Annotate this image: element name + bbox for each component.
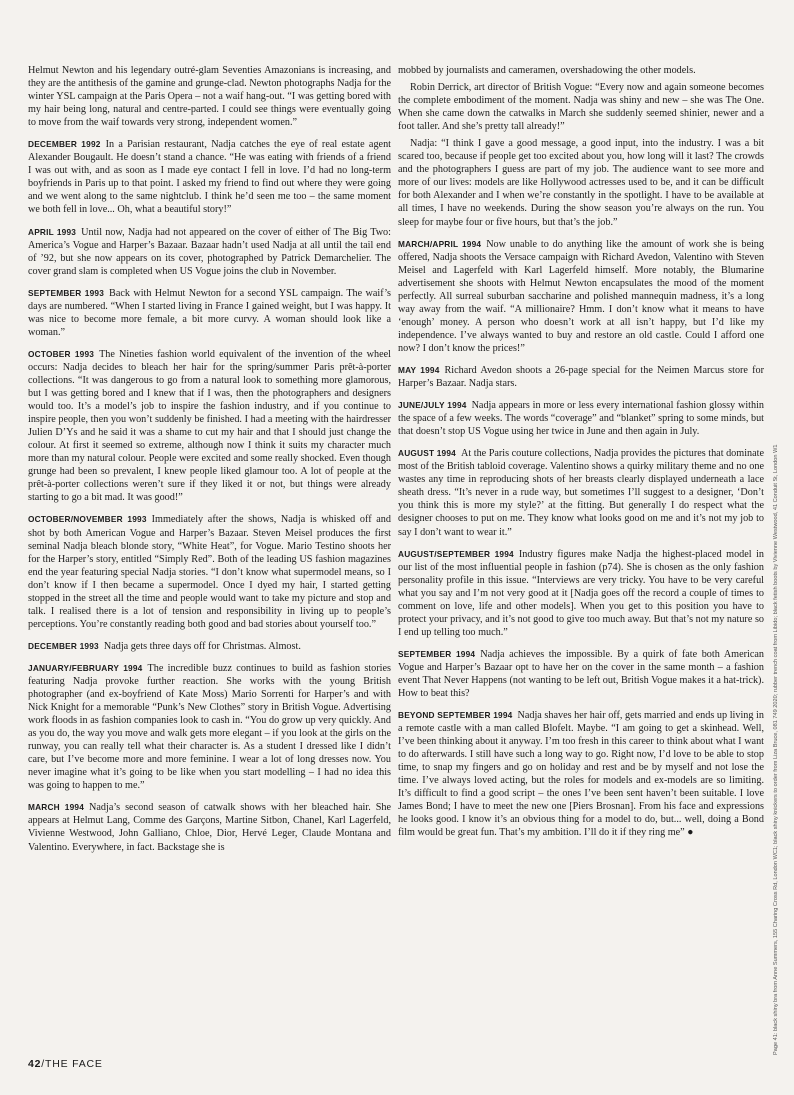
paragraph	[28, 138, 391, 216]
paragraph	[398, 447, 764, 538]
paragraph-text: Nadja appears in more or less every international fashion glossy within the space of a few weeks. The words “coverage” and “blanket” spring to some minds, but that doesn’t stop US Vogue using her twice in June and then again in July.	[398, 400, 765, 438]
paragraph	[28, 801, 391, 853]
date-heading: MARCH 1994	[28, 802, 85, 813]
magazine-name: /THE FACE	[41, 1058, 103, 1070]
paragraph	[398, 399, 764, 438]
paragraph	[398, 548, 764, 639]
paragraph-text: Until now, Nadja had not appeared on the cover of either of The Big Two: America’s Vogue and Harper’s Bazaar. Bazaar hadn’t used Nadja at all until the tail end of ’92, but she now appears on its cover, photographed by Patrick Demarchelier. The cover grand slam is completed when US Vogue joins the club in November.	[28, 226, 391, 277]
date-heading: MARCH/APRIL 1994	[398, 238, 482, 249]
date-heading: MAY 1994	[398, 364, 440, 375]
paragraph-text: The incredible buzz continues to build as fashion stories featuring Nadja provoke further reaction. She works with the young British photographer (and ex-boyfriend of Kate Moss) Mario Sorrenti for Harper’s and with Nick Knight for a memorable “Punk’s New Clothes” story in British Vogue. Advertising work floods in as fashion companies look to cash in. “You do grow up very quickly. And as you do, the way you move and walk gets more elegant – if you look at the girls on the runway, you can really tell what their character is. As a student I dressed like I didn’t care, but I’ve become more and more feminine. I wear a lot of long dresses now. You never imagine what it’s going to be like when you start modelling – I had no idea this was going to happen to me.”	[28, 662, 391, 792]
date-heading: JANUARY/FEBRUARY 1994	[28, 662, 143, 673]
paragraph-text: Nadja’s second season of catwalk shows with her bleached hair. She appears at Helmut Lang, Comme des Garçons, Martine Sitbon, Chanel, Karl Lagerfeld, Vivienne Westwood, John Galliano, Chloe, Dior, Hervé Leger, Claude Montana and Valentino. Everywhere, in fact. Backstage she is	[28, 802, 391, 853]
paragraph	[398, 709, 764, 839]
date-heading: OCTOBER/NOVEMBER 1993	[28, 514, 147, 525]
paragraph-text: Nadja shaves her hair off, gets married and ends up living in a remote castle with a man called Blofelt. Maybe. “I am going to get a skinhead. Well, I’ve been thinking about it anyway. I’m too fresh in this career to think about what I want to do afterwards. I still have such a long way to go. Right now, I’d love to be able to stop time, to snap my fingers and go on holiday and rest and be by myself and not lose the time. I’ve always loved acting, but the roles for models and ex-models are so limiting. It’s difficult to find a good script – the ones I’ve been sent haven’t been suitable. I love James Bond; I have to meet the new one [Piers Brosnan]. From his face and expressions he looks good. I know it’s an obvious thing for a model to do, but... well, doing a Bond film would be great fun. That’s my ambition. I’ll do it if they ring me” ●	[398, 710, 764, 839]
paragraph	[398, 81, 764, 133]
paragraph-text: At the Paris couture collections, Nadja provides the pictures that dominate most of the British tabloid coverage. Valentino shows a quirky military theme and no one wastes any time in reproducing shots of her breasts clearly displayed underneath a lace sheath dress. “It’s never in a rude way, but sometimes I’ll suggest to a designer, ‘Don’t you think this is more my style?’ at the fitting. But generally I do respect what the designer chooses to put on me. They know what looks good on me and it’s not my job to say I don’t want to wear it.”	[398, 448, 764, 538]
paragraph	[28, 287, 391, 339]
date-heading: AUGUST/SEPTEMBER 1994	[398, 548, 514, 559]
date-heading: BEYOND SEPTEMBER 1994	[398, 710, 513, 721]
paragraph	[28, 64, 391, 129]
date-heading: SEPTEMBER 1994	[398, 648, 476, 659]
paragraph-text: Richard Avedon shoots a 26-page special for the Neimen Marcus store for Harper’s Bazaar. Nadja stars.	[398, 364, 764, 390]
paragraph-text: In a Parisian restaurant, Nadja catches the eye of real estate agent Alexander Bougault. He doesn’t stand a chance. “He was eating with friends of a friend I was out with, and as soon as I made eye contact I fell in love. I’d had no long-term boyfriends in Paris up to that point. I asked my friend to find out where they were going and we went along to the same nightclub. I think he’d seen me too – the same moment we both fell in love... Oh, what a beautiful story!”	[28, 139, 391, 216]
page-number: 42	[28, 1058, 42, 1070]
paragraph	[28, 513, 391, 630]
date-heading: OCTOBER 1993	[28, 348, 95, 359]
paragraph	[398, 238, 764, 355]
paragraph-text: Nadja achieves the impossible. By a quirk of fate both American Vogue and Harper’s Bazaar opt to have her on the cover in the same month – a fashion event That Never Happens (not wanting to be left out, British Vogue makes it a hat-trick). How to beat this?	[398, 648, 764, 700]
paragraph	[398, 364, 764, 390]
paragraph-text: mobbed by journalists and cameramen, overshadowing the other models.	[398, 65, 696, 76]
date-heading: AUGUST 1994	[398, 448, 456, 459]
paragraph-text: Now unable to do anything like the amount of work she is being offered, Nadja shoots the Versace campaign with Richard Avedon, Valentino with Steven Meisel and Lagerfeld with Karl Lagerfeld himself. More notably, the Blumarine advertisement she shoots with Helmut Newton encapsulates the mood of the moment perfectly. All surreal suburban saccharine and polished mannequin madness, it’s a long way away from the waif. “A millionaire? Hmm. I don’t know what it means to have ‘enough’ money. A person who doesn’t work at all isn’t happy, but I’d like my independence. I’ve always wanted to buy and restore an old castle. Could I afford one now? I don’t know the prices!”	[398, 238, 764, 354]
paragraph-text: Robin Derrick, art director of British Vogue: “Every now and again someone becomes the complete embodiment of the moment. Nadja was shiny and new – she was The One. When she came down the catwalks in March she suddenly seemed shinier, newer and a foot taller. And she’s pretty tall already!”	[398, 82, 764, 133]
photo-credit: Page 41: black shiny bra from Anne Summers, 155 Charing Cross Rd, London WC1; black shiny knickers to order from Liza Bruce, 081 749 2020; rubber trench coat from Libido; black fetish boots by Vivienne Westwood, 41 Conduit St, London W1	[773, 444, 779, 1055]
right-column	[398, 64, 764, 849]
paragraph-text: Helmut Newton and his legendary outré-glam Seventies Amazonians is increasing, and they are the antithesis of the gamine and grunge-clad. Newton photographs Nadja for the winter YSL campaign at the Paris Opera – not a waif hang-out. “I was getting bored with my hair being long, natural and centre-parted. I could see things were eventually going to move from the waif towards very strong, independent women.”	[28, 65, 391, 129]
paragraph-text: Industry figures make Nadja the highest-placed model in our list of the most influential people in fashion (p74). She is chosen as the only fashion personality profile in this issue. “Interviews are very tricky. You have to be very careful what you say and I’m not very good at it [Nadja goes off the record a couple of times to comment on love, life and other models]. When you get to this position you have to protect your privacy, and it’s not good to give too much away. But that’s not my nature so I end up telling too much.”	[398, 548, 764, 638]
paragraph-text: Back with Helmut Newton for a second YSL campaign. The waif’s days are numbered. “When I started living in France I gained weight, but I was happy. It was nice to become more female, a bit more curvy. A woman should look like a woman.”	[28, 287, 392, 338]
paragraph	[398, 64, 764, 77]
left-column	[28, 64, 391, 863]
date-heading: SEPTEMBER 1993	[28, 287, 105, 298]
paragraph	[28, 226, 391, 278]
paragraph	[28, 662, 391, 792]
date-heading: JUNE/JULY 1994	[398, 400, 467, 411]
date-heading: DECEMBER 1992	[28, 139, 101, 150]
paragraph-text: Nadja gets three days off for Christmas. Almost.	[103, 640, 301, 652]
paragraph	[398, 648, 764, 700]
paragraph-text: Nadja: “I think I gave a good message, a good input, into the industry. I was a bit scared too, because if people get too excited about you, how long will it last? The crowds and the photographers I guess are part of my job. The audience want to see more and more of our lives: models are like Hollywood actresses used to be, and it can be difficult for both Alexander and I when we’re constantly in the spotlight. I have to be available at all times, I have no weekends. During the show season you’re always on the run. You sleep for maybe four or five hours, but that’s the job.”	[398, 138, 764, 228]
date-heading: DECEMBER 1993	[28, 640, 99, 651]
paragraph	[28, 348, 391, 505]
paragraph	[398, 137, 764, 228]
paragraph-text: Immediately after the shows, Nadja is whisked off and shot by both American Vogue and Harper’s Bazaar. Steven Meisel produces the first seminal Nadja bleach blonde story, “White Heat”, for Vogue. Mario Testino shoots her for the Harper’s story, entitled “Simply Red”. Both of the leading US fashion magazines end the year featuring special Nadja stories. “I don’t know what supermodel means, so I don’t know if I then became a supermodel. Once I dyed my hair, I started getting stopped in the street all the time and people would want to take my picture and stop and talk. I realised there is a lot of tension and responsibility in living up to people’s perceptions. You’re constantly reading both good and bad stories about yourself too.”	[28, 514, 391, 630]
paragraph-text: The Nineties fashion world equivalent of the invention of the wheel occurs: Nadja decides to bleach her hair for the spring/summer Paris prêt-à-porter collections. “It was dangerous to go from a natural look to something more glamorous, but I was getting bored and I knew that if I was, then the photographers and designers would too. It’s a model’s job to inspire the fashion industry, and if you continue to inspire people, then you won’t suddenly be finished. I had a meeting with the hairdresser Julien D’Ys and he said it was a shame to cut my hair and that I should just change the colour. At first it seemed so extreme, although now I think it suits my character much more than my natural colour. People were excited and some really shocked. Even though grunge had been so prevalent, I knew people liked glamour too. A lot of people at the prêt-à-porter collections weren’t sure if they liked it or not, but things were already starting to go a bit mad. It was good!”	[28, 348, 391, 504]
page-footer	[28, 1058, 103, 1070]
paragraph	[28, 640, 391, 653]
date-heading: APRIL 1993	[28, 226, 77, 237]
